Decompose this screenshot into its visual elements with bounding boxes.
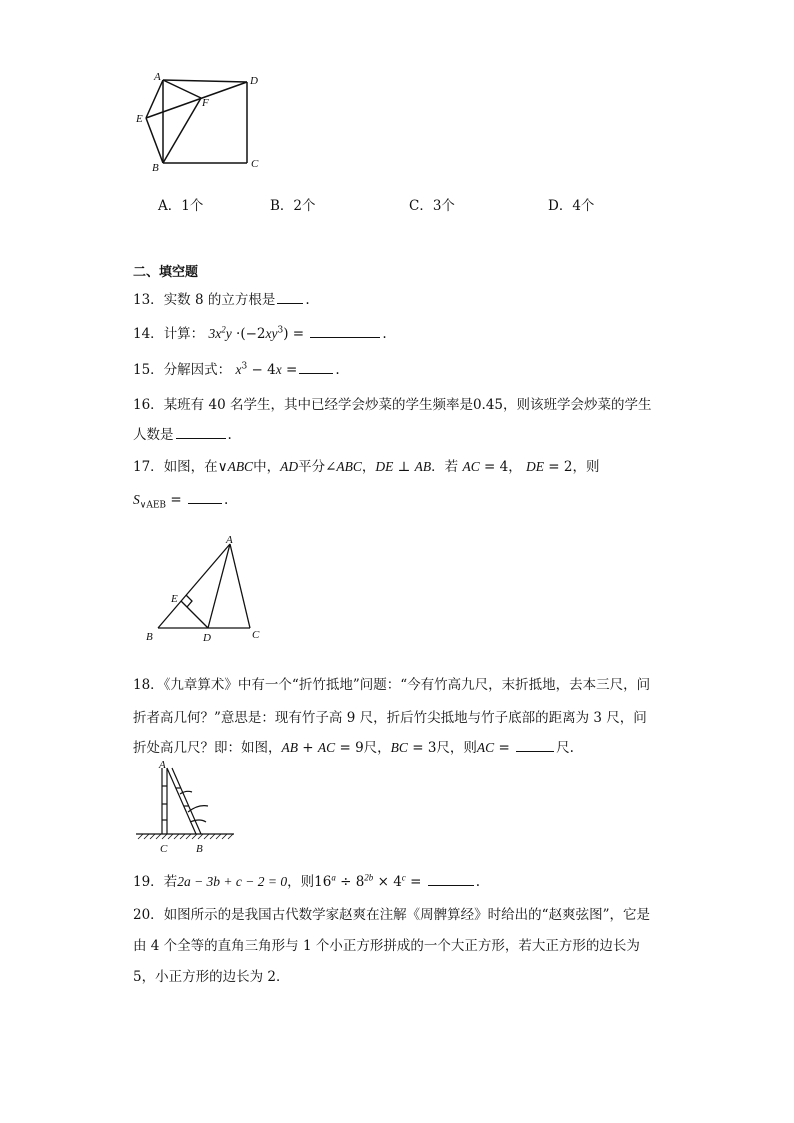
question-16-line2: 人数是 . bbox=[133, 427, 232, 443]
answer-blank-16[interactable] bbox=[176, 437, 226, 439]
label-C: C bbox=[252, 629, 260, 641]
label-B: B bbox=[146, 631, 153, 643]
question-13: 13．实数 8 的立方根是 . bbox=[133, 292, 310, 308]
question-20-line3: 5，小正方形的边长为 2． bbox=[133, 969, 290, 985]
section-title: 二、填空题 bbox=[133, 265, 199, 280]
answer-blank-15[interactable] bbox=[299, 372, 333, 374]
question-19: 19．若2a − 3b + c − 2 = 0，则$16^a \div 8^{2b} \times 4^c$ = . bbox=[133, 872, 480, 890]
question-18-line1: 18．《九章算术》中有一个“折竹抵地”问题：“今有竹高九尺，末折抵地，去本三尺，问 bbox=[133, 677, 651, 693]
label-E: E bbox=[171, 593, 178, 605]
label-A: A bbox=[154, 71, 161, 83]
option-b: B．2个 bbox=[270, 198, 316, 214]
answer-blank-14[interactable] bbox=[310, 336, 380, 338]
label-A: A bbox=[159, 760, 166, 771]
label-F: F bbox=[202, 97, 209, 109]
label-A: A bbox=[226, 534, 233, 546]
question-20-line1: 20．如图所示的是我国古代数学家赵爽在注解《周髀算经》时给出的“赵爽弦图”，它是 bbox=[133, 907, 650, 923]
figure-q18 bbox=[136, 760, 236, 855]
label-E: E bbox=[136, 113, 143, 125]
label-C: C bbox=[160, 843, 168, 855]
question-17-line1: 17．如图，在∨ABC中，AD平分∠ABC，DE ⊥ AB．若 AC = 4， DE = 2，则 bbox=[133, 459, 600, 475]
question-16-line1: 16．某班有 40 名学生，其中已经学会炒菜的学生频率是0.45，则该班学会炒菜的学生 bbox=[133, 397, 652, 413]
question-17-line2: $S_{\vee AEB}$ = . bbox=[133, 492, 229, 511]
answer-blank-19[interactable] bbox=[428, 884, 474, 886]
option-a: A．1个 bbox=[158, 198, 204, 214]
question-20-line2: 由 4 个全等的直角三角形与 1 个小正方形拼成的一个大正方形，若大正方形的边长为 bbox=[133, 938, 640, 954]
figure-q12 bbox=[132, 70, 272, 174]
label-B: B bbox=[152, 162, 159, 174]
question-18-line2: 折者高几何？”意思是：现有竹子高 9 尺，折后竹尖抵地与竹子底部的距离为 3 尺，问 bbox=[133, 710, 647, 726]
label-C: C bbox=[251, 158, 259, 170]
question-14: 14．计算： $3x^2y \cdot(-2xy^3)$ = . bbox=[133, 324, 387, 342]
question-18-line3: 折处高几尺？即：如图，AB + AC = 9尺，BC = 3尺，则AC = 尺. bbox=[133, 740, 574, 756]
answer-blank-18[interactable] bbox=[516, 750, 554, 752]
option-d: D．4个 bbox=[548, 198, 595, 214]
question-15: 15．分解因式： $x^3 - 4x$ = . bbox=[133, 361, 340, 378]
label-D: D bbox=[250, 75, 258, 87]
answer-blank-17[interactable] bbox=[188, 502, 222, 504]
label-D: D bbox=[203, 632, 211, 644]
figure-q17 bbox=[140, 532, 275, 644]
label-B: B bbox=[196, 843, 203, 855]
option-c: C．3个 bbox=[409, 198, 455, 214]
answer-blank-13[interactable] bbox=[277, 302, 303, 304]
